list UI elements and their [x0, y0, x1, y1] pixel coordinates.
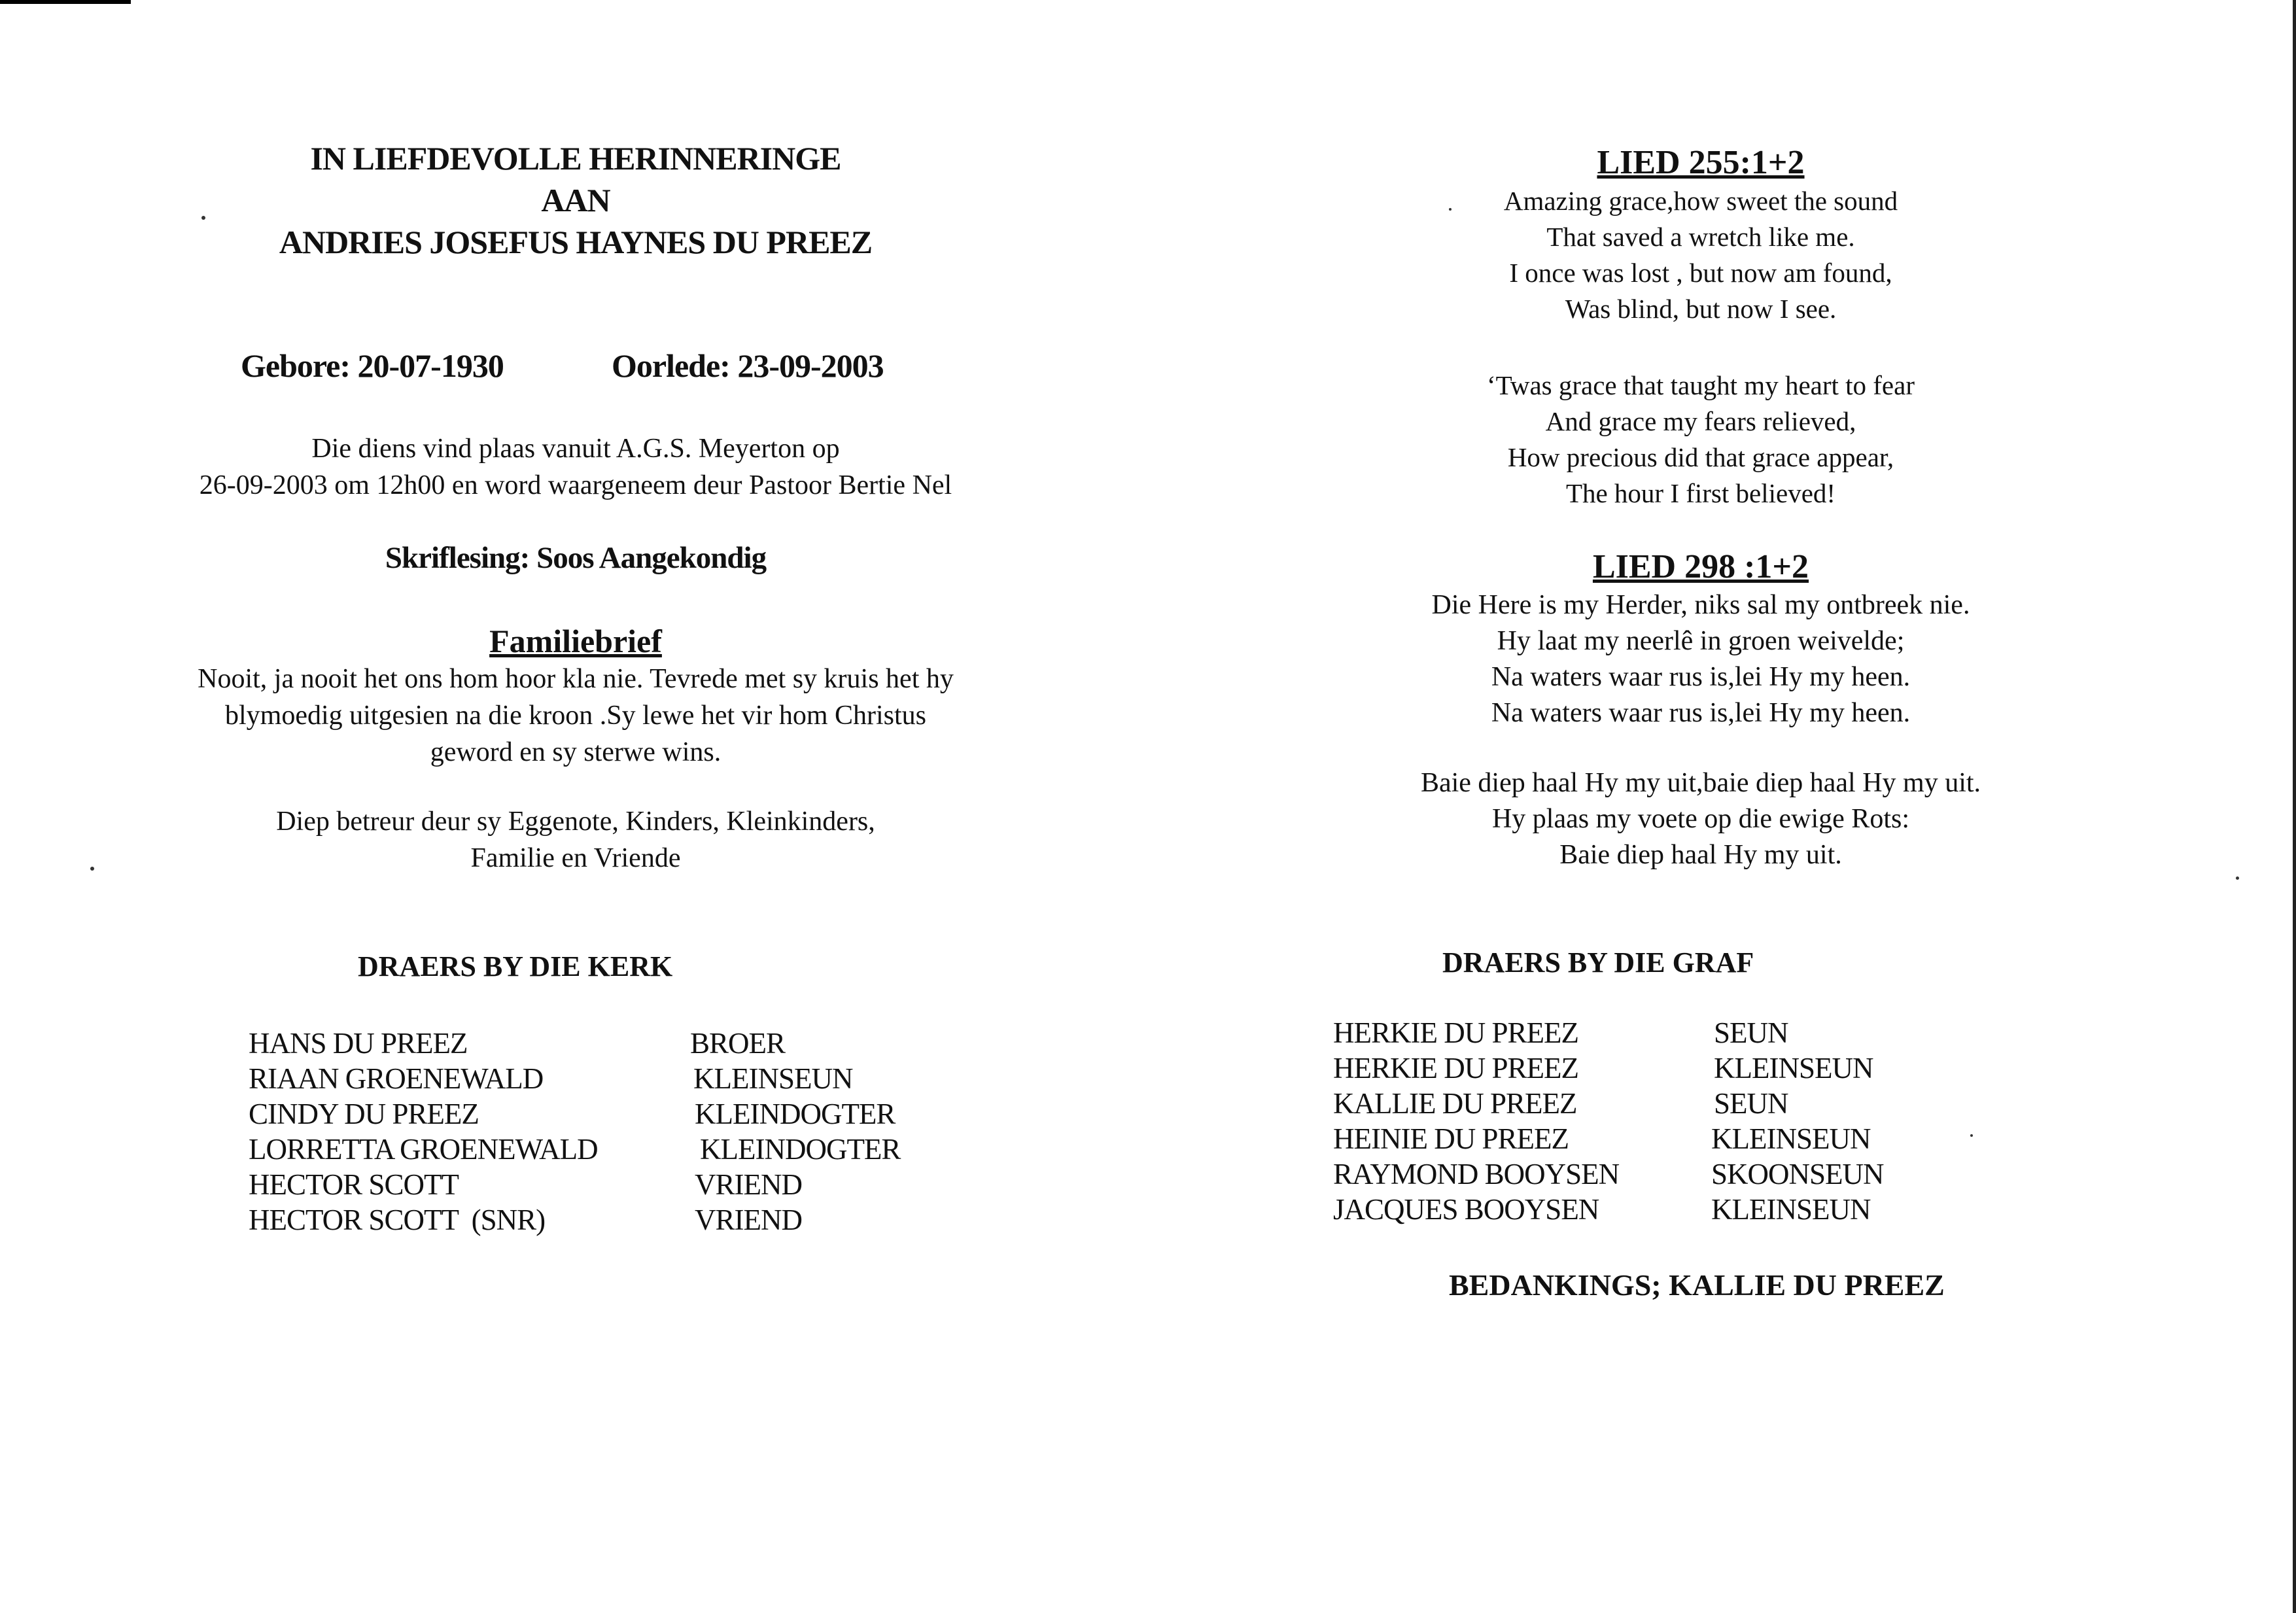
hymn-line: Die Here is my Herder, niks sal my ontbreek nie. — [1431, 590, 1970, 620]
grave-pallbearers-heading: DRAERS BY DIE GRAF — [1442, 946, 1754, 979]
title-line: IN LIEFDEVOLLE HERINNERINGE — [310, 140, 841, 177]
family-letter-line: blymoedig uitgesien na die kroon .Sy lewe het vir hom Christus — [224, 701, 927, 731]
family-letter-line: geword en sy sterwe wins. — [430, 737, 722, 767]
pallbearer-name: RIAAN GROENEWALD — [249, 1062, 544, 1095]
pallbearer-name: HANS DU PREEZ — [249, 1027, 468, 1060]
hymn-line: How precious did that grace appear, — [1507, 442, 1894, 472]
pallbearer-relation: KLEINSEUN — [693, 1062, 853, 1095]
service-line: 26-09-2003 om 12h00 en word waargeneem deur Pastoor Bertie Nel — [199, 470, 952, 500]
pallbearer-row — [1333, 1156, 1987, 1192]
pallbearer-name: LORRETTA GROENEWALD — [249, 1133, 598, 1166]
deceased-name: ANDRIES JOSEFUS HAYNES DU PREEZ — [279, 224, 873, 260]
pallbearer-row — [249, 1096, 968, 1132]
hymn-line: Na waters waar rus is,lei Hy my heen. — [1491, 662, 1911, 692]
birth-date: Gebore: 20-07-1930 — [241, 347, 504, 384]
mourners-note — [118, 803, 1034, 876]
hymn-line: That saved a wretch like me. — [1546, 222, 1855, 252]
scripture-reading: Skriflesing: Soos Aangekondig — [385, 541, 767, 575]
pallbearer-relation: VRIEND — [695, 1204, 802, 1236]
pallbearer-name: HECTOR SCOTT (SNR) — [249, 1204, 546, 1236]
hymn-line: Amazing grace,how sweet the sound — [1503, 186, 1898, 216]
pallbearer-relation: KLEINDOGTER — [700, 1133, 901, 1166]
pallbearer-name: RAYMOND BOOYSEN — [1333, 1158, 1620, 1190]
pallbearer-row — [249, 1167, 968, 1202]
hymn-298-heading: LIED 298 :1+2 — [1592, 548, 1809, 585]
family-letter — [65, 621, 1086, 771]
hymn-line: ‘Twas grace that taught my heart to fear — [1487, 370, 1915, 400]
pallbearer-name: HEINIE DU PREEZ — [1333, 1122, 1569, 1155]
hymn-line: Baie diep haal Hy my uit,baie diep haal Hy my uit. — [1420, 768, 1981, 798]
pallbearer-row — [1333, 1192, 1987, 1227]
hymn-line: Was blind, but now I see. — [1565, 294, 1837, 324]
pallbearer-row — [249, 1202, 968, 1238]
hymn-line: Na waters waar rus is,lei Hy my heen. — [1491, 698, 1911, 728]
mourners-line: Diep betreur deur sy Eggenote, Kinders, Kleinkinders, — [276, 806, 875, 837]
pallbearer-name: HECTOR SCOTT — [249, 1168, 459, 1201]
hymn-line: Hy plaas my voete op die ewige Rots: — [1491, 804, 1910, 834]
memorial-title — [183, 137, 968, 263]
hymn-298 — [1249, 547, 2152, 873]
scan-edge-mark — [0, 0, 131, 4]
hymn-line: And grace my fears relieved, — [1545, 406, 1856, 436]
service-details — [98, 430, 1053, 504]
pallbearer-relation: KLEINDOGTER — [695, 1098, 896, 1130]
family-letter-heading: Familiebrief — [489, 623, 662, 659]
church-pallbearers-heading: DRAERS BY DIE KERK — [358, 950, 673, 982]
scan-speck — [2236, 876, 2239, 880]
pallbearer-relation: BROER — [690, 1027, 786, 1060]
pallbearer-name: KALLIE DU PREEZ — [1333, 1087, 1577, 1120]
pallbearer-row — [1333, 1086, 1987, 1121]
pallbearer-name: CINDY DU PREEZ — [249, 1098, 479, 1130]
pallbearer-relation: VRIEND — [695, 1168, 802, 1201]
pallbearer-relation: SKOONSEUN — [1711, 1158, 1884, 1190]
family-letter-line: Nooit, ja nooit het ons hom hoor kla nie. Tevrede met sy kruis het hy — [198, 664, 954, 694]
pallbearer-name: HERKIE DU PREEZ — [1333, 1016, 1578, 1049]
hymn-line: Baie diep haal Hy my uit. — [1559, 840, 1842, 870]
hymn-line: I once was lost , but now am found, — [1509, 258, 1892, 288]
pallbearer-row — [1333, 1121, 1987, 1156]
pallbearer-name: JACQUES BOOYSEN — [1333, 1193, 1599, 1226]
mourners-line: Familie en Vriende — [470, 843, 681, 873]
title-line: AAN — [541, 182, 610, 218]
pallbearer-relation: KLEINSEUN — [1711, 1122, 1871, 1155]
pallbearer-row — [249, 1026, 968, 1061]
pallbearer-relation: SEUN — [1714, 1016, 1788, 1049]
death-date: Oorlede: 23-09-2003 — [612, 347, 884, 384]
hymn-line: Hy laat my neerlê in groen weivelde; — [1497, 626, 1905, 656]
hymn-line: The hour I first believed! — [1565, 478, 1836, 508]
service-line: Die diens vind plaas vanuit A.G.S. Meyerton op — [311, 434, 840, 464]
pallbearer-name: HERKIE DU PREEZ — [1333, 1052, 1578, 1084]
scan-edge-border — [2293, 0, 2296, 1613]
pallbearer-relation: KLEINSEUN — [1714, 1052, 1873, 1084]
pallbearer-relation: SEUN — [1714, 1087, 1788, 1120]
hymn-255-heading: LIED 255:1+2 — [1597, 144, 1805, 181]
pallbearer-row — [249, 1061, 968, 1096]
pallbearer-relation: KLEINSEUN — [1711, 1193, 1871, 1226]
hymn-255 — [1249, 143, 2152, 512]
scan-speck — [90, 867, 94, 871]
pallbearer-row — [1333, 1015, 1987, 1050]
acknowledgements: BEDANKINGS; KALLIE DU PREEZ — [1449, 1268, 1945, 1302]
pallbearer-row — [249, 1132, 968, 1167]
pallbearer-row — [1333, 1050, 1987, 1086]
